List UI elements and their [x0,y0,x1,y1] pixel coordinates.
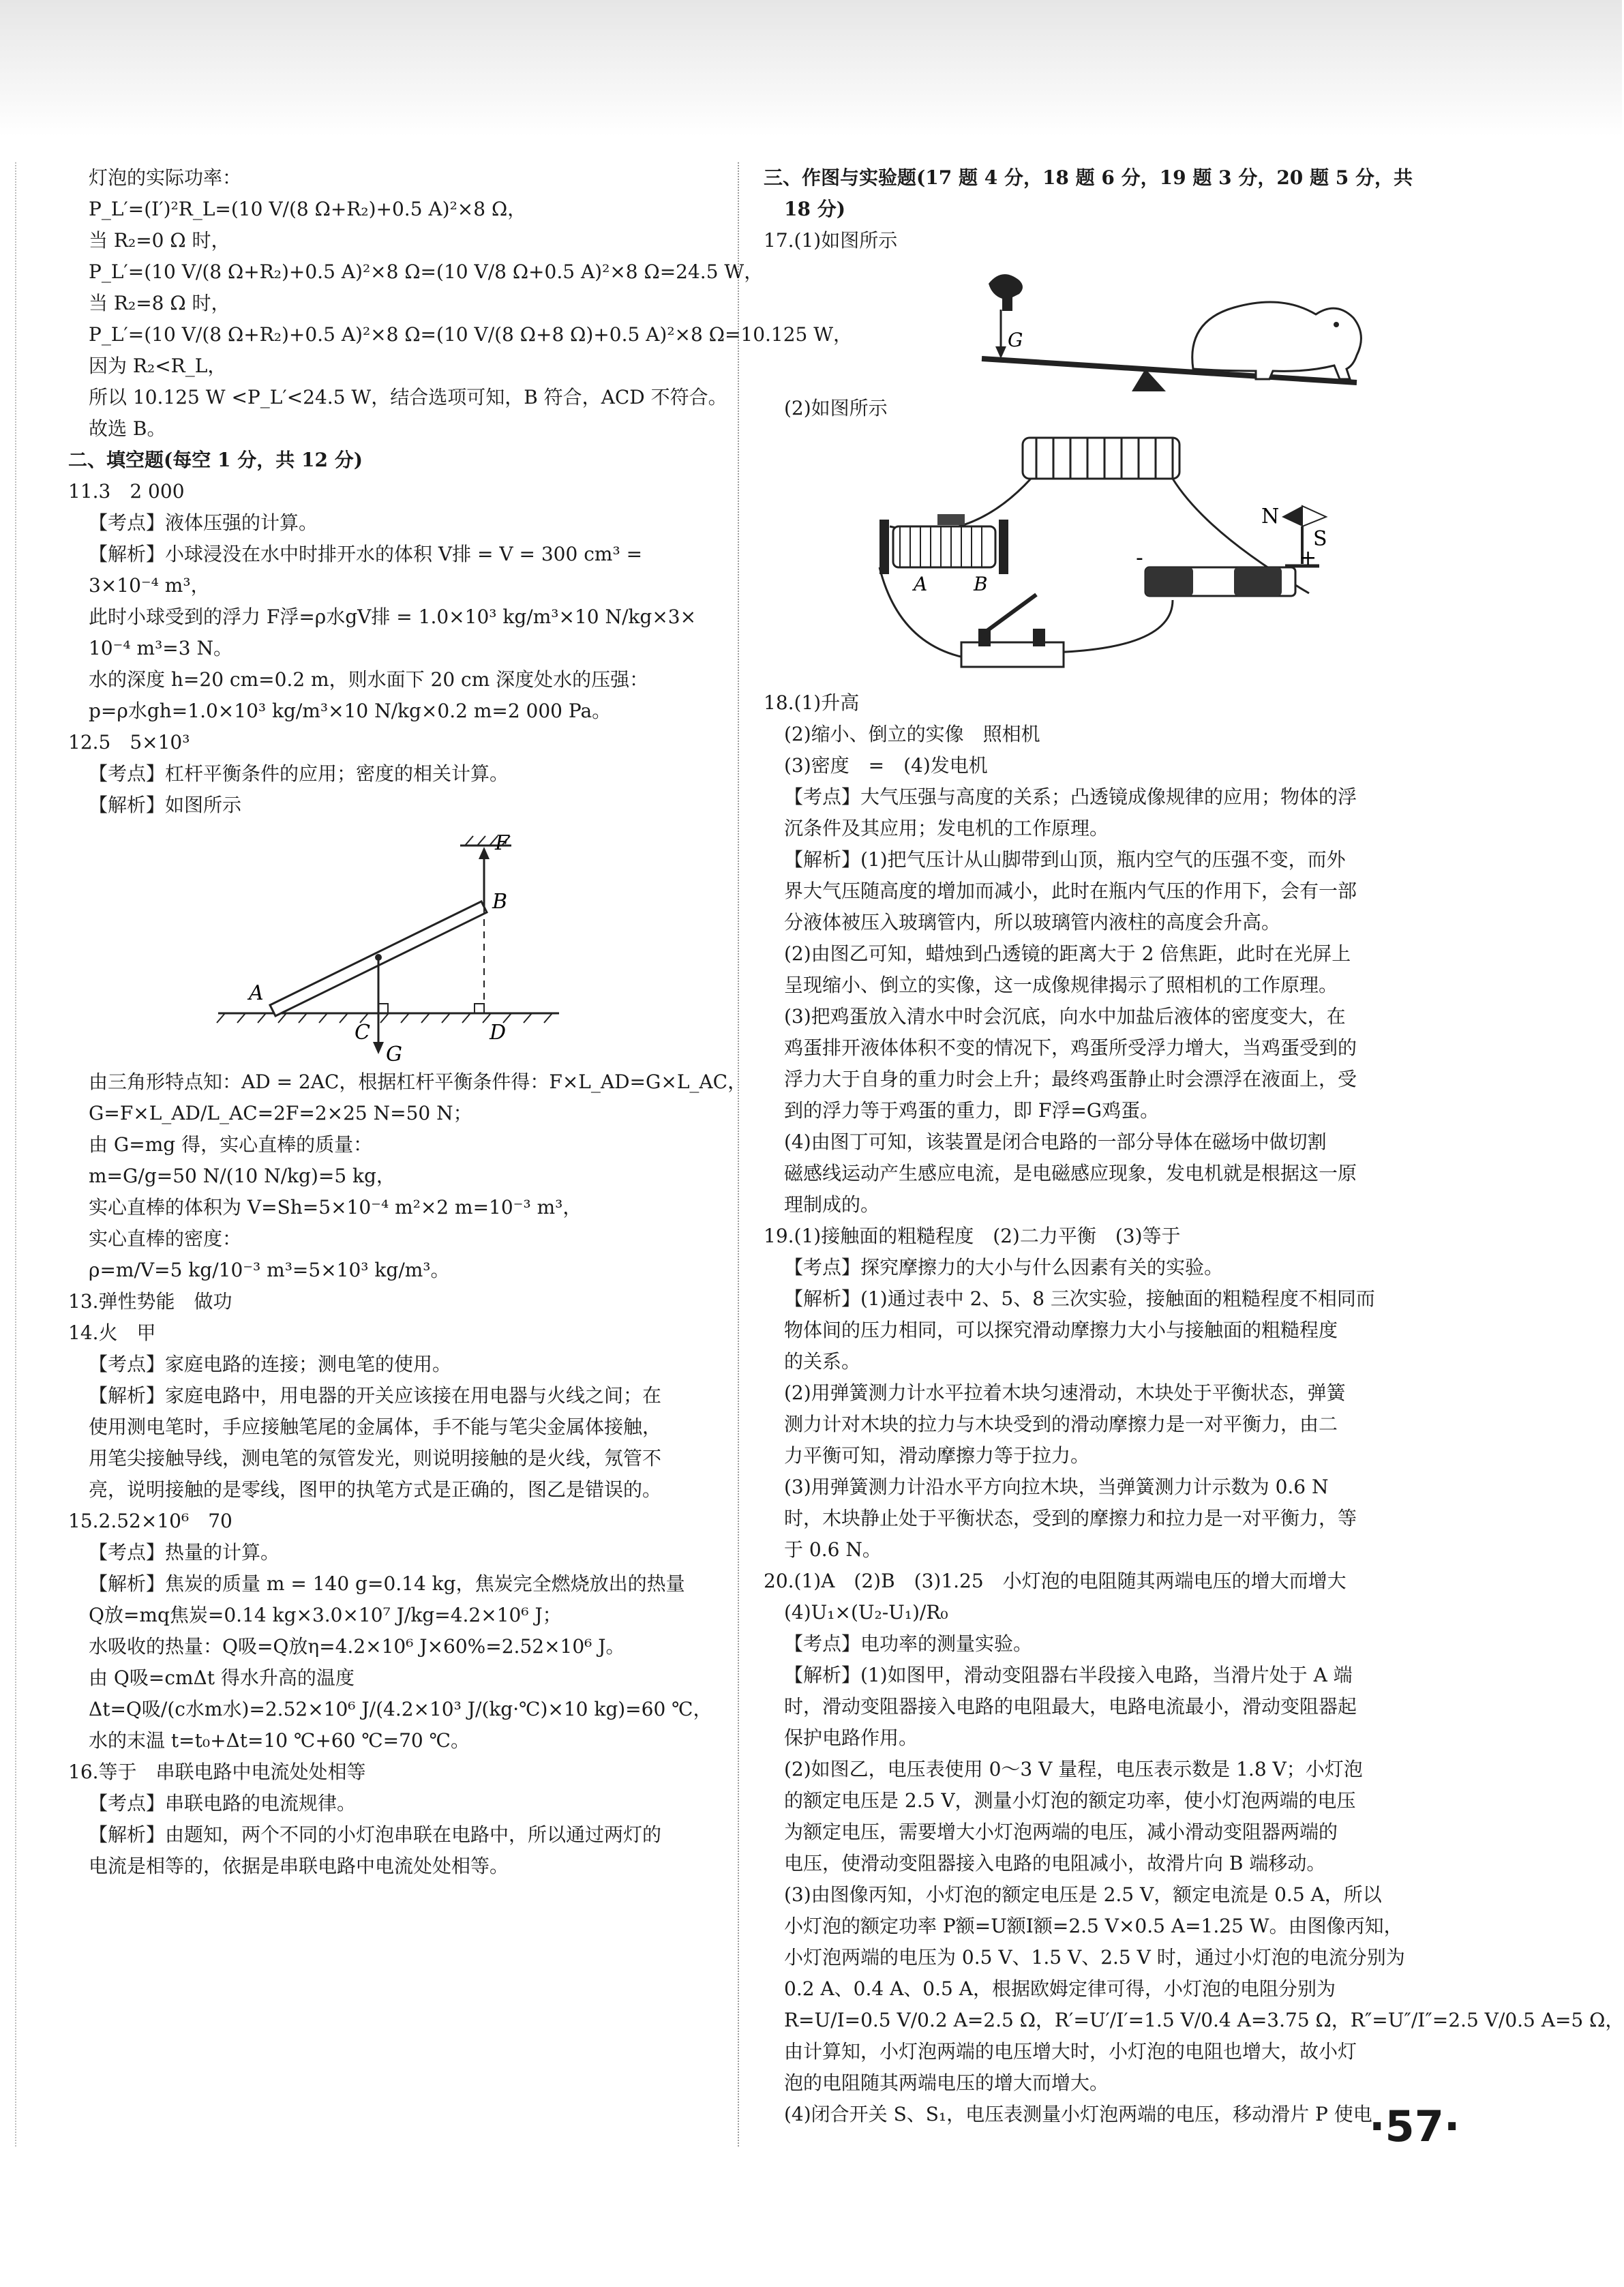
label-G: G [1008,329,1023,351]
answer-line: 14.火 甲 [68,1321,156,1344]
text-line: Q放=mq焦炭=0.14 kg×3.0×10⁷ J/kg=4.2×10⁶ J； [89,1604,562,1626]
jiexi-line: 【解析】(1)通过表中 2、5、8 三次实验，接触面的粗糙程度不相同而 [784,1287,1375,1310]
text-line: 实心直棒的密度： [89,1227,242,1250]
text-line: 故选 B。 [89,417,166,440]
text-line: 沉条件及其应用；发电机的工作原理。 [784,817,1109,839]
text-line: 3×10⁻⁴ m³， [89,574,210,597]
label-G: G [386,1043,402,1066]
rheostat-slider [937,514,965,525]
text-line: 此时小球受到的浮力 F浮=ρ水gV排 = 1.0×10³ kg/m³×10 N/kg×3× [89,606,697,628]
text-line: 时，滑动变阻器接入电路的电阻最大，电路电流最小，滑动变阻器起 [784,1695,1357,1718]
answer-line: 20.(1)A (2)B (3)1.25 小灯泡的电阻随其两端电压的增大而增大 [764,1570,1347,1592]
text-line: 水吸收的热量：Q吸=Q放η=4.2×10⁶ J×60%=2.52×10⁶ J。 [89,1635,625,1658]
formula-line: G=F×L_AD/L_AC=2F=2×25 N=50 N； [89,1102,472,1124]
text-line: 的额定电压是 2.5 V，测量小灯泡的额定功率，使小灯泡两端的电压 [784,1789,1356,1812]
page-number: ·57· [1369,2102,1460,2151]
jiexi-line: 【解析】(1)如图甲，滑动变阻器右半段接入电路，当滑片处于 A 端 [784,1664,1353,1686]
section-3-title: 三、作图与实验题(17 题 4 分，18 题 6 分，19 题 3 分，20 题 5 分，共 [764,166,1413,189]
compass-n [1282,506,1302,526]
text-line: 时，木块静止处于平衡状态，受到的摩擦力和拉力是一对平衡力，等 [784,1507,1357,1529]
text-line: 保护电路作用。 [784,1727,918,1749]
label-B: B [974,573,988,595]
answer-line: 19.(1)接触面的粗糙程度 (2)二力平衡 (3)等于 [764,1225,1181,1247]
answer-line: 12.5 5×10³ [68,731,190,753]
jiexi-line: 【解析】由题知，两个不同的小灯泡串联在电路中，所以通过两灯的 [89,1823,662,1846]
text-line: (3)把鸡蛋放入清水中时会沉底，向水中加盐后液体的密度变大，在 [784,1005,1346,1028]
text-line: 的关系。 [784,1350,861,1373]
text-line: 为额定电压，需要增大小灯泡两端的电压，减小滑动变阻器两端的 [784,1821,1338,1843]
text-line: 使用测电笔时，手应接触笔尾的金属体，手不能与笔尖金属体接触， [89,1416,662,1438]
text-line: 水的深度 h=20 cm=0.2 m，则水面下 20 cm 深度处水的压强： [89,668,649,691]
lever-diagram [68,821,709,1066]
text-line: 用笔尖接触导线，测电笔的氖管发光，则说明接触的是火线，氖管不 [89,1447,662,1469]
label-S: S [1313,527,1327,551]
text-line: 所以 10.125 W <P_L′<24.5 W，结合选项可知，B 符合，ACD 不符合。 [89,386,727,408]
text-line: (2)用弹簧测力计水平拉着木块匀速滑动，木块处于平衡状态，弹簧 [784,1381,1346,1404]
label-A: A [914,573,928,595]
text-line: 0.2 A、0.4 A、0.5 A，根据欧姆定律可得，小灯泡的电阻分别为 [784,1977,1336,2000]
kaodian-line: 【考点】电功率的测量实验。 [784,1632,1033,1655]
answer-line: (3)密度 = (4)发电机 [784,754,988,777]
q12-block [68,727,709,821]
scan-top-shade [0,0,1622,136]
label-A: A [249,981,264,1005]
text-line: 水的末温 t=t₀+Δt=10 ℃+60 ℃=70 ℃。 [89,1729,470,1752]
text-line: (2)由图乙可知，蜡烛到凸透镜的距离大于 2 倍焦距，此时在光屏上 [784,942,1351,965]
q13-answer: 13.弹性势能 做功 [68,1290,232,1313]
text-line: 物体间的压力相同，可以探究滑动摩擦力大小与接触面的粗糙程度 [784,1319,1338,1341]
text-line: (2)如图乙，电压表使用 0～3 V 量程，电压表示数是 1.8 V；小灯泡 [784,1758,1363,1780]
section-3-title-cont: 18 分) [784,198,845,220]
seesaw-elephant-diagram [764,256,1439,393]
elephant [1192,302,1362,379]
text-line: 浮力大于自身的重力时会上升；最终鸡蛋静止时会漂浮在液面上，受 [784,1068,1357,1090]
text-line: 分液体被压入玻璃管内，所以玻璃管内液柱的高度会升高。 [784,911,1281,933]
text-line: 当 R₂=0 Ω 时， [89,229,230,252]
formula-line: m=G/g=50 N/(10 N/kg)=5 kg， [89,1165,395,1187]
section-2-title: 二、填空题(每空 1 分，共 12 分) [68,449,363,471]
text-line: 力平衡可知，滑动摩擦力等于拉力。 [784,1444,1090,1467]
label-D: D [490,1021,507,1045]
answer-line: 16.等于 串联电路中电流处处相等 [68,1761,366,1783]
text-line: 鸡蛋排开液体体积不变的情况下，鸡蛋所受浮力增大，当鸡蛋受到的 [784,1036,1357,1059]
formula-line: Δt=Q吸/(c水m水)=2.52×10⁶ J/(4.2×10³ J/(kg·℃)×10 kg)=60 ℃， [89,1698,712,1720]
text-line: 到的浮力等于鸡蛋的重力，即 F浮=G鸡蛋。 [784,1099,1160,1122]
text-line: 10⁻⁴ m³=3 N。 [89,637,232,659]
text-line: 由 G=mg 得，实心直棒的质量： [89,1133,373,1156]
text-line: 因为 R₂<R_L， [89,355,227,377]
text-line: 由 Q吸=cmΔt 得水升高的温度 [89,1666,355,1689]
formula-line: P_L′=(I′)²R_L=(10 V/(8 Ω+R₂)+0.5 A)²×8 Ω， [89,198,527,220]
text-line: 灯泡的实际功率： [89,166,242,189]
label-C: C [355,1021,370,1045]
jiexi-line: 【解析】小球浸没在水中时排开水的体积 V排 = V = 300 cm³ = [89,543,643,565]
q11-block [68,476,709,727]
column-divider [738,162,739,2147]
formula-line: P_L′=(10 V/(8 Ω+R₂)+0.5 A)²×8 Ω=(10 V/(8 Ω+8 Ω)+0.5 A)²×8 Ω=10.125 W， [89,323,853,346]
formula-line: P_L′=(10 V/(8 Ω+R₂)+0.5 A)²×8 Ω=(10 V/8 Ω+0.5 A)²×8 Ω=24.5 W， [89,260,764,283]
electromagnet-circuit-diagram [764,424,1439,687]
kaodian-line: 【考点】串联电路的电流规律。 [89,1792,357,1814]
q12-solution-block [68,1066,747,1286]
kaodian-line: 【考点】热量的计算。 [89,1541,280,1564]
q17-part2: (2)如图所示 [784,397,888,419]
text-line: 由计算知，小灯泡两端的电压增大时，小灯泡的电阻也增大，故小灯 [784,2040,1357,2063]
kaodian-line: 【考点】大气压强与高度的关系；凸透镜成像规律的应用；物体的浮 [784,786,1357,808]
answer-line: 11.3 2 000 [68,480,185,503]
formula-line: R=U/I=0.5 V/0.2 A=2.5 Ω，R′=U′/I′=1.5 V/0.4 A=3.75 Ω，R″=U″/I″=2.5 V/0.5 A=5 Ω， [784,2009,1624,2031]
text-line: 实心直棒的体积为 V=Sh=5×10⁻⁴ m²×2 m=10⁻³ m³， [89,1196,582,1219]
q17-part1: 17.(1)如图所示 [764,229,898,252]
label-F: F [495,831,509,855]
q19-block [764,1221,1439,1566]
formula-line: (4)U₁×(U₂-U₁)/R₀ [784,1601,948,1624]
jiexi-line: 【解析】(1)把气压计从山脚带到山顶，瓶内空气的压强不变，而外 [784,848,1346,871]
q16-block [68,1757,709,1882]
text-line: 界大气压随高度的增加而减小，此时在瓶内气压的作用下，会有一部 [784,880,1357,902]
left-margin-rule [15,162,16,2147]
answer-line: 15.2.52×10⁶ 70 [68,1510,232,1532]
answer-line: (2)缩小、倒立的实像 照相机 [784,723,1040,745]
label-minus: - [1136,546,1143,570]
text-line: 当 R₂=8 Ω 时， [89,292,230,314]
kaodian-line: 【考点】探究摩擦力的大小与什么因素有关的实验。 [784,1256,1224,1279]
text-line: 测力计对木块的拉力与木块受到的滑动摩擦力是一对平衡力，由二 [784,1413,1338,1435]
text-line: 呈现缩小、倒立的实像，这一成像规律揭示了照相机的工作原理。 [784,974,1338,996]
text-line: (3)由图像丙知，小灯泡的额定电压是 2.5 V，额定电流是 0.5 A，所以 [784,1883,1382,1906]
text-line: 电压，使滑动变阻器接入电路的电阻减小，故滑片向 B 端移动。 [784,1852,1326,1874]
small-animal [989,274,1023,311]
text-line: (4)闭合开关 S、S₁，电压表测量小灯泡两端的电压，移动滑片 P 使电 [784,2103,1372,2125]
formula-line: ρ=m/V=5 kg/10⁻³ m³=5×10³ kg/m³。 [89,1259,450,1281]
label-plus: + [1299,546,1317,570]
rheostat [893,526,995,567]
text-line: (4)由图丁可知，该装置是闭合电路的一部分导体在磁场中做切割 [784,1131,1327,1153]
text-line: (3)用弹簧测力计沿水平方向拉木块，当弹簧测力计示数为 0.6 N [784,1476,1329,1498]
jiexi-line: 【解析】如图所示 [89,794,242,816]
kaodian-line: 【考点】杠杆平衡条件的应用；密度的相关计算。 [89,762,509,785]
text-line: 电流是相等的，依据是串联电路中电流处处相等。 [89,1855,509,1877]
q18-block [764,687,1439,1221]
q14-block [68,1317,709,1506]
switch-base [961,642,1064,667]
text-line: 泡的电阻随其两端电压的增大而增大。 [784,2072,1109,2094]
kaodian-line: 【考点】家庭电路的连接；测电笔的使用。 [89,1353,452,1375]
text-line: 于 0.6 N。 [784,1538,882,1561]
answer-line: 18.(1)升高 [764,691,860,714]
text-line: 磁感线运动产生感应电流，是电磁感应现象，发电机就是根据这一原 [784,1162,1357,1184]
compass-s [1302,506,1326,526]
text-line: 小灯泡的额定功率 P额=U额I额=2.5 V×0.5 A=1.25 W。由图像丙知， [784,1915,1403,1937]
jiexi-line: 【解析】家庭电路中，用电器的开关应该接在用电器与火线之间；在 [89,1384,662,1407]
text-line: 亮，说明接触的是零线，图甲的执笔方式是正确的，图乙是错误的。 [89,1478,662,1501]
switch-lever [985,595,1036,632]
text-line: p=ρ水gh=1.0×10³ kg/m³×10 N/kg×0.2 m=2 000 Pa。 [89,700,612,722]
text-line: 由三角形特点知：AD = 2AC，根据杠杆平衡条件得：F×L_AD=G×L_AC， [89,1071,747,1093]
label-N: N [1261,505,1280,528]
kaodian-line: 【考点】液体压强的计算。 [89,511,318,534]
label-B: B [492,890,508,914]
text-line: 小灯泡两端的电压为 0.5 V、1.5 V、2.5 V 时，通过小灯泡的电流分别为 [784,1946,1405,1969]
q15-block [68,1506,712,1757]
text-line: 理制成的。 [784,1193,880,1216]
jiexi-line: 【解析】焦炭的质量 m = 140 g=0.14 kg，焦炭完全燃烧放出的热量 [89,1572,685,1595]
